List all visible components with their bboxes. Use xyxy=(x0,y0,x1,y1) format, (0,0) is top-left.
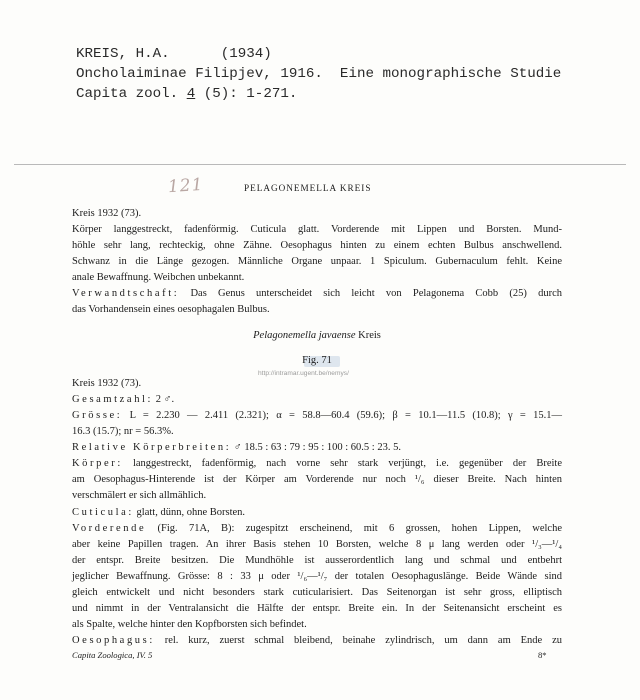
gesamtzahl-value: 2 ♂. xyxy=(153,394,175,405)
vorderende-line: der entspr. Breite besitzen. Die Mundhöhle ist ausserordentlich lang und schmal und entbehrt xyxy=(72,555,562,566)
handwritten-page-number: 121 xyxy=(167,174,205,198)
running-head: PELAGONEMELLA KREIS xyxy=(244,183,372,193)
footer-signature-mark: 8* xyxy=(538,650,547,660)
groesse-text: L = 2.230 — 2.411 (2.321); α = 58.8—60.4 (59.6); β = 10.1—11.5 (10.8); γ = 15.1— xyxy=(122,410,562,421)
verwandtschaft-label: Verwandtschaft: xyxy=(72,288,180,299)
verwandtschaft-line: das Vorhandensein eines oesophagalen Bulbus. xyxy=(72,304,270,315)
groesse-label: Grösse: xyxy=(72,410,123,421)
koerper-text: langgestreckt, fadenförmig, nach vorne sehr stark verjüngt, i.e. gegenüber der Breite xyxy=(122,458,562,469)
gesamtzahl-line xyxy=(72,392,562,408)
vorderende-text: (Fig. 71A, B): zugespitzt erscheinend, mit 6 grossen, hohen Lippen, welche xyxy=(146,523,562,534)
relative-breiten-value: ♂ 18.5 : 63 : 79 : 95 : 100 : 60.5 : 23. 5. xyxy=(231,442,401,453)
species-author: Kreis xyxy=(355,330,381,341)
species-reference: Kreis 1932 (73). xyxy=(72,378,142,389)
vorderende-line: als Spalte, welche hinter den Kopfborsten sich befindet. xyxy=(72,619,307,630)
groesse-line: 16.3 (15.7); nr = 56.3%. xyxy=(72,426,174,437)
species-name: Pelagonemella javaense xyxy=(253,330,356,341)
verwandtschaft-line xyxy=(72,286,562,302)
vorderende-label: Vorderende xyxy=(72,523,147,534)
relative-breiten-line xyxy=(72,440,562,456)
verwandtschaft-text: Das Genus unterscheidet sich leicht von Pelagonema Cobb (25) durch xyxy=(179,288,562,299)
vorderende-line xyxy=(72,521,562,537)
citation-author-line: KREIS, H.A. (1934) xyxy=(76,46,272,62)
clipping-edge xyxy=(14,164,626,165)
koerper-line: am Oesophagus-Hinterende ist der Körper am Vorderende nur noch ¹/₆ dieser Breite. Nach hinten xyxy=(72,474,562,485)
cuticula-value: glatt, dünn, ohne Borsten. xyxy=(133,507,246,518)
koerper-label: Körper: xyxy=(72,458,123,469)
footer-journal: Capita Zoologica, IV. 5 xyxy=(72,650,153,660)
journal-volume: 4 xyxy=(186,86,196,102)
genus-desc-line: anale Bewaffnung. Weibchen unbekannt. xyxy=(72,272,245,283)
oesophagus-label: Oesophagus: xyxy=(72,635,155,646)
gesamtzahl-label: Gesamtzahl: xyxy=(72,394,154,405)
genus-desc-line: Körper langgestreckt, fadenförmig. Cuticula glatt. Vorderende mit Lippen und Borsten. Mund- xyxy=(72,224,562,235)
watermark-url: http://intramar.ugent.be/nemys/ xyxy=(258,370,349,377)
groesse-line xyxy=(72,408,562,424)
relative-breiten-label: Relative Körperbreiten: xyxy=(72,442,232,453)
koerper-line xyxy=(72,456,562,472)
cuticula-label: Cuticula: xyxy=(72,507,134,518)
oesophagus-line xyxy=(72,633,562,649)
journal-pages: (5): 1-271. xyxy=(195,86,298,102)
vorderende-line: jeglicher Bewaffnung. Grösse: 8 : 33 μ oder ¹/₆—¹/₇ der totalen Oesophaguslänge. Beide Wände sind xyxy=(72,571,562,582)
species-heading xyxy=(72,330,562,341)
genus-desc-line: höhle sehr lang, rechteckig, ohne Zähne. Oesophagus hinten zu einem echten Bulbus anschwellend. xyxy=(72,240,562,251)
genus-desc-line: Schwanz in die Länge gezogen. Männliche Organe unpaar. 1 Spiculum. Gubernaculum fehlt. Keine xyxy=(72,256,562,267)
figure-label: Fig. 71 xyxy=(302,355,332,366)
cuticula-line xyxy=(72,505,562,521)
genus-reference: Kreis 1932 (73). xyxy=(72,208,142,219)
vorderende-line: gleich entwickelt und nicht besonders stark cuticularisiert. Das Seitenorgan ist sehr gross, elliptisch xyxy=(72,587,562,598)
citation-journal-line xyxy=(76,84,297,104)
citation-title-line: Oncholaiminae Filipjev, 1916. Eine monographische Studie xyxy=(76,66,562,82)
vorderende-line: und nimmt in der Ventralansicht die Hälfte der entspr. Breite ein. In der Seitenansicht erscheint es xyxy=(72,603,562,614)
oesophagus-text: rel. kurz, zuerst schmal bleibend, beinahe zylindrisch, um dann am Ende zu xyxy=(154,635,562,646)
journal-name: Capita zool. xyxy=(76,86,187,102)
koerper-line: verschmälert er sich allmählich. xyxy=(72,490,207,501)
vorderende-line: aber keine Papillen tragen. An ihrer Basis stehen 10 Borsten, welche 8 μ lang werden oder ¹/₃—¹/₄ xyxy=(72,539,562,550)
